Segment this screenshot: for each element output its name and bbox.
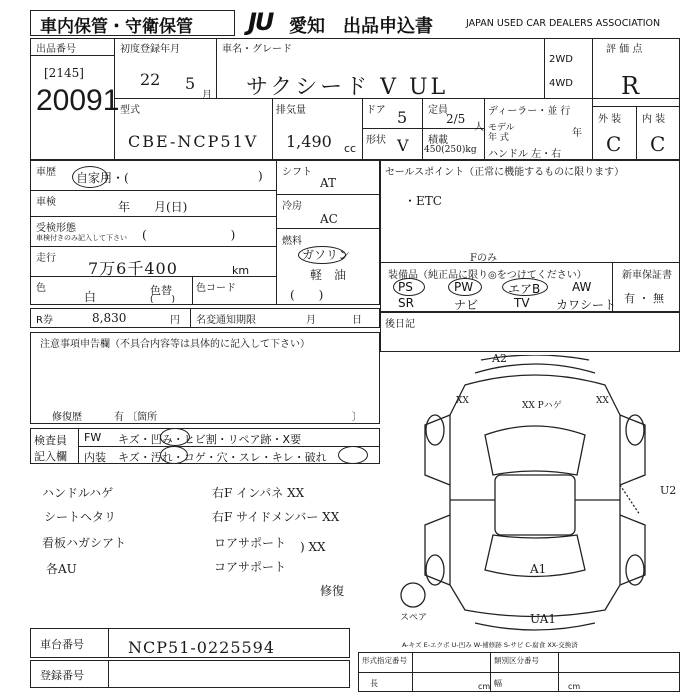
rear-note-box	[380, 312, 680, 352]
shift-label: シフト	[282, 167, 312, 178]
equip-aw: AW	[572, 280, 592, 294]
airbag-circle	[502, 278, 548, 296]
color-change-label: 色替	[150, 284, 172, 297]
dealer-label: ディーラー・並 行	[488, 106, 571, 117]
exterior-label: 外 装	[598, 114, 622, 125]
drive-4wd: 4WD	[549, 78, 573, 89]
lot-number-label: 出品番号	[36, 44, 76, 55]
storage-title: 車内保管・守衛保管	[40, 17, 193, 37]
title-change-month: 月	[306, 315, 316, 326]
interior-value: C	[650, 132, 666, 156]
rear-note-label: 後日記	[385, 319, 415, 330]
interior-items: キズ・汚れ・コゲ・穴・スレ・キレ・破れ	[118, 451, 327, 464]
shape-value: V	[397, 136, 409, 155]
note-side-member: 右F サイドメンバー XX	[212, 510, 340, 524]
association-name: JAPAN USED CAR DEALERS ASSOCIATION	[466, 18, 661, 29]
equip-pw: PW	[454, 280, 474, 294]
accept-note: 車検付きのみ記入して下さい	[36, 234, 127, 242]
registration-year: 22	[140, 70, 161, 89]
repair-history-close: 〕	[352, 412, 362, 423]
f-only-note: Fのみ	[470, 253, 497, 264]
chassis-label: 車台番号	[40, 638, 84, 651]
history-label: 車歴	[36, 167, 56, 178]
accept-paren: ( )	[142, 228, 236, 242]
form-title: 出品申込書	[343, 16, 433, 37]
fuel-gasoline: ガソリン	[302, 248, 351, 262]
load-value: 450(250)kg	[424, 145, 477, 155]
year-label: 年 式	[488, 133, 509, 143]
warranty-value: 有 ・ 無	[624, 292, 664, 305]
mileage-unit: km	[232, 264, 250, 277]
class-number-label: 類別区分番号	[494, 656, 539, 665]
drive-2wd: 2WD	[549, 54, 573, 65]
note-handle: ハンドルハゲ	[42, 486, 114, 500]
history-close: )	[258, 169, 263, 183]
yen-unit: 円	[170, 315, 180, 326]
load-label: 積載	[428, 135, 448, 146]
registration-month: 5	[185, 74, 196, 93]
interior-label: 内 装	[642, 114, 666, 125]
fw-items: キズ・凹み・ヒビ割・リペア跡・X要	[118, 433, 302, 446]
sales-point-label: セールスポイント（正常に機能するものに限ります）	[385, 167, 625, 178]
door-value: 5	[397, 108, 408, 127]
mark-a1: A1	[530, 562, 547, 576]
width-unit: cm	[568, 682, 581, 691]
interior-check-label: 内装	[84, 451, 106, 464]
length-label: 長	[370, 679, 378, 688]
shape-label: 形状	[366, 135, 386, 146]
exterior-value: C	[606, 132, 622, 156]
month-unit: 月	[202, 90, 212, 101]
first-registration-label: 初度登録年月	[120, 44, 180, 55]
fw-label: FW	[84, 431, 102, 444]
grade-value: R	[621, 72, 640, 100]
mark-a2: A2	[492, 352, 507, 365]
color-label: 色	[36, 283, 46, 294]
door-label: ドア	[366, 105, 386, 116]
color-value: 白	[84, 290, 97, 304]
capacity-label: 定員	[428, 105, 448, 116]
history-value: 自家用・(	[76, 171, 129, 185]
displacement-label: 排気量	[276, 105, 306, 116]
mileage-value: 7万6千400	[88, 259, 178, 278]
color-code-label: 色コード	[196, 283, 236, 294]
damage-legend: A-キズ E-エクボ U-凹み W-補修跡 S-サビ C-腐食 XX-交換済	[402, 641, 578, 649]
checker-label-1: 検査員	[34, 434, 67, 447]
note-au: 各AU	[46, 562, 77, 576]
handle-label: ハンドル 左・右	[488, 149, 562, 160]
model-year-unit: 年	[572, 128, 582, 139]
equip-airbag: エアB	[508, 282, 541, 296]
plate-label: 登録番号	[40, 669, 84, 682]
equip-ps: PS	[398, 280, 413, 294]
title-change-day: 日	[352, 315, 362, 326]
mark-paint-peel: XX Pハゲ	[522, 401, 562, 411]
car-damage-diagram	[395, 355, 680, 635]
lot-number: 20091	[36, 84, 120, 117]
note-support-xx: ) XX	[300, 540, 326, 554]
fuel-paren: ( )	[290, 288, 324, 302]
note-sign: 看板ハガシアト	[42, 536, 127, 550]
note-seat: シートヘタリ	[44, 510, 117, 524]
pw-circle	[448, 278, 482, 296]
accept-label: 受検形態	[36, 223, 76, 234]
note-core-support: コアサポート	[214, 560, 287, 574]
fuel-diesel: 軽 油	[310, 268, 347, 282]
equipment-label: 装備品（純正品に限り◎をつけてください）	[388, 270, 587, 281]
repair-history-value: 有 〔箇所	[114, 412, 158, 423]
equip-sr: SR	[398, 296, 414, 310]
displacement-unit: cc	[344, 142, 357, 155]
r-ticket-value: 8,830	[92, 311, 127, 325]
note-lower-support: ロアサポート	[214, 536, 287, 550]
org-name: 愛知	[289, 16, 325, 37]
width-label: 幅	[494, 679, 502, 688]
dent-circle	[160, 428, 190, 446]
equip-navi: ナビ	[454, 298, 479, 312]
mileage-label: 走行	[36, 253, 56, 264]
note-instrument: 右F インパネ XX	[212, 486, 305, 500]
ac-value: AC	[320, 212, 338, 226]
note-repair: 修復	[320, 584, 345, 598]
lot-bracket: [2145]	[44, 66, 84, 80]
capacity-unit: 人	[474, 122, 484, 133]
repair-history-label: 修復歴	[52, 412, 82, 423]
equip-seat: カワシート	[556, 298, 617, 312]
model-grade-label: 車名・グレード	[222, 44, 292, 55]
length-unit: cm	[478, 682, 491, 691]
inspection-label: 車検	[36, 197, 56, 208]
grade-label: 評 価 点	[606, 44, 643, 55]
mark-xx-right: XX	[596, 396, 609, 406]
warranty-label: 新車保証書	[622, 270, 672, 281]
type-label: 型式	[120, 105, 140, 116]
color-change-paren: ( )	[150, 295, 176, 305]
model-year-label: モデル	[488, 123, 515, 133]
mark-xx-left: XX	[456, 396, 469, 406]
ac-label: 冷房	[282, 201, 302, 212]
title-change-label: 名変通知期限	[196, 315, 256, 326]
sales-point-value: ・ETC	[404, 194, 442, 208]
tear-circle	[338, 446, 368, 464]
equip-tv: TV	[514, 296, 530, 310]
dirt-circle	[160, 446, 188, 464]
mark-u2: U2	[660, 484, 677, 497]
ps-circle	[393, 278, 425, 296]
cert-number-label: 形式指定番号	[362, 656, 407, 665]
fuel-label: 燃料	[282, 236, 302, 247]
model-grade-value: サクシード V UL	[246, 75, 449, 100]
r-ticket-label: R券	[36, 315, 53, 326]
inspection-value: 年 月(日)	[118, 200, 188, 214]
checker-label-2: 記入欄	[34, 450, 67, 463]
spare-label: スペア	[400, 613, 428, 623]
displacement-value: 1,490	[286, 132, 332, 151]
type-value: CBE-NCP51V	[128, 132, 259, 151]
mark-ua1: UA1	[530, 612, 557, 626]
shift-value: AT	[320, 176, 337, 190]
notes-label: 注意事項申告欄（不具合内容等は具体的に記入して下さい）	[40, 339, 310, 350]
capacity-value: 2/5	[446, 112, 466, 126]
chassis-value: NCP51-0225594	[128, 638, 276, 657]
ju-logo: JU	[248, 8, 273, 36]
